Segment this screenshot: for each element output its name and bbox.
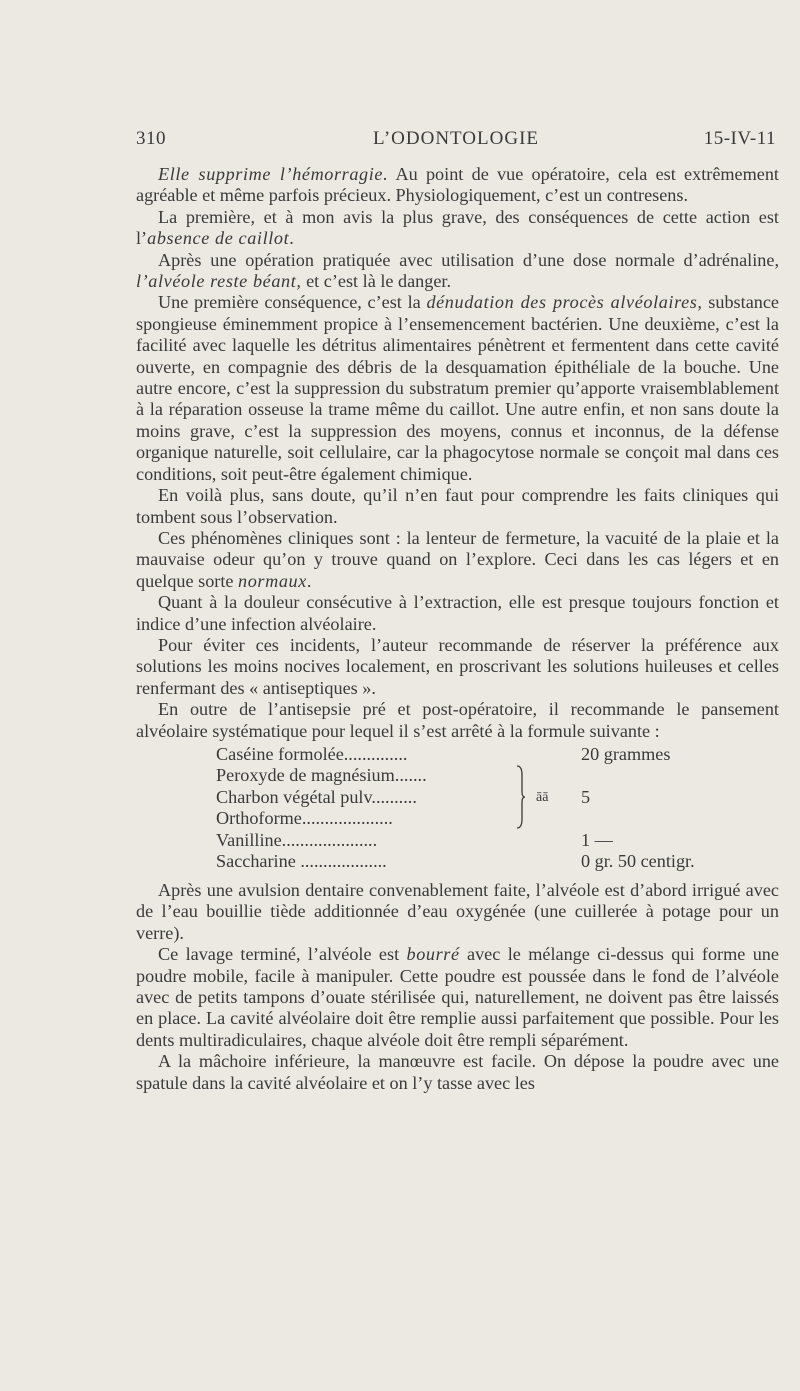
running-header <box>136 128 776 156</box>
paragraph <box>136 292 779 485</box>
emphasis: absence de caillot <box>147 228 290 249</box>
paragraph <box>136 207 779 250</box>
recipe-row <box>136 830 779 852</box>
recipe-row <box>136 744 779 766</box>
text: . <box>289 228 294 249</box>
text: substance spongieuse éminemment propice à l’ensemencement bactérien. Une deuxième, c’est la facilité avec laquelle les détritus alimentaires pénètrent et fermentent dans cette cavité ouverte, en compagnie des débris de la desquamation épithéliale de la bouche. Une autre encore, c’est la suppression du substratum premier qu’apporte vraisemblablement à la réparation osseuse la trame même du caillot. Une autre enfin, et non sans doute la moins grave, c’est la suppression des moyens, connus et inconnus, de la défense organique naturelle, soit cellulaire, car la phagocytose normale se conçoit mal dans ces conditions, soit peut-être également chimique. <box>136 292 780 484</box>
page-number: 310 <box>136 128 166 149</box>
ingredient-amount: 5 <box>581 786 591 807</box>
ingredient-amount: 20 grammes <box>581 743 671 764</box>
text: et c’est là le danger. <box>301 271 452 292</box>
paragraph: Pour éviter ces incidents, l’auteur recommande de réserver la préférence aux solutions les moins nocives localement, en proscrivant les solutions huileuses et celles renfermant des « antiseptiques ». <box>136 634 779 698</box>
ingredient-name: Peroxyde de magnésium....... <box>216 764 427 785</box>
formula-recipe <box>136 744 779 874</box>
text: Ces phénomènes cliniques sont : la lenteur de fermeture, la vacuité de la plaie et la mauvaise odeur qu’on y trouve quand on l’explore. Ceci dans les cas légers et en quelque sorte <box>136 527 779 591</box>
emphasis: Elle supprime l’hémorragie. <box>158 164 389 184</box>
paragraph: En voilà plus, sans doute, qu’il n’en faut pour comprendre les faits cliniques qui tombent sous l’observation. <box>136 485 779 527</box>
ingredient-name: Orthoforme.................... <box>216 807 393 828</box>
recipe-row <box>136 808 779 830</box>
paragraph <box>136 528 779 592</box>
text: Ce lavage terminé, l’alvéole est <box>158 944 407 965</box>
paragraph: A la mâchoire inférieure, la manœuvre est facile. On dépose la poudre avec une spatule dans la cavité alvéolaire et on l’y tasse avec les <box>136 1051 779 1093</box>
emphasis: bourré <box>406 944 460 965</box>
paragraph: En outre de l’antisepsie pré et post-opératoire, il recommande le pansement alvéolaire systématique pour lequel il s’est arrêté à la formule suivante : <box>136 699 779 741</box>
ingredient-name: Saccharine ................... <box>216 850 387 871</box>
recipe-row <box>136 787 779 809</box>
ingredient-name: Charbon végétal pulv.......... <box>216 786 417 807</box>
paragraph <box>136 250 779 293</box>
journal-title: L’ODONTOLOGIE <box>372 128 540 149</box>
article-body <box>136 164 779 1094</box>
ingredient-name: Vanilline..................... <box>216 829 378 850</box>
paragraph: Quant à la douleur consécutive à l’extraction, elle est presque toujours fonction et indice d’une infection alvéolaire. <box>136 592 779 634</box>
paragraph <box>136 164 779 207</box>
text: La première, et à mon avis la plus grave, des conséquences de cette action est l’ <box>136 206 779 249</box>
text: Après une opération pratiquée avec utilisation d’une dose normale d’adrénaline, <box>158 249 779 270</box>
emphasis: l’alvéole reste béant, <box>136 271 302 292</box>
paragraph <box>136 944 779 1051</box>
paragraph: Après une avulsion dentaire convenablement faite, l’alvéole est d’abord irrigué avec de l’eau bouillie tiède additionnée d’eau oxygénée (une cuillerée à potage pour un verre). <box>136 879 779 943</box>
text: Une première conséquence, c’est la <box>158 292 427 313</box>
ana-abbreviation: āā <box>536 789 549 805</box>
emphasis: dénudation des procès alvéolaires, <box>426 292 703 313</box>
text: avec le mélange ci-dessus qui forme une poudre mobile, facile à manipuler. Cette poudre est poussée dans le fond de l’alvéole avec de petits tampons d’ouate stérilisée qui, naturellement, ne doivent pas être laissés en place. La cavité alvéolaire doit être remplie aussi parfaitement que possible. Pour les dents multiradiculaires, chaque alvéole doit être rempli séparément. <box>136 944 779 1050</box>
issue-date: 15-IV-11 <box>703 128 776 149</box>
brace-icon <box>516 765 526 829</box>
ingredient-amount: 1 — <box>581 829 613 850</box>
ingredient-amount: 0 gr. 50 centigr. <box>581 850 695 871</box>
ingredient-name: Caséine formolée.............. <box>216 743 408 764</box>
text: . <box>306 570 312 591</box>
recipe-row <box>136 851 779 873</box>
recipe-row <box>136 765 779 787</box>
emphasis: normaux <box>238 570 307 591</box>
text: Au point de vue opératoire, cela est extrêmement agréable et même parfois précieux. Physiologiquement, c’est un contresens. <box>136 164 779 206</box>
